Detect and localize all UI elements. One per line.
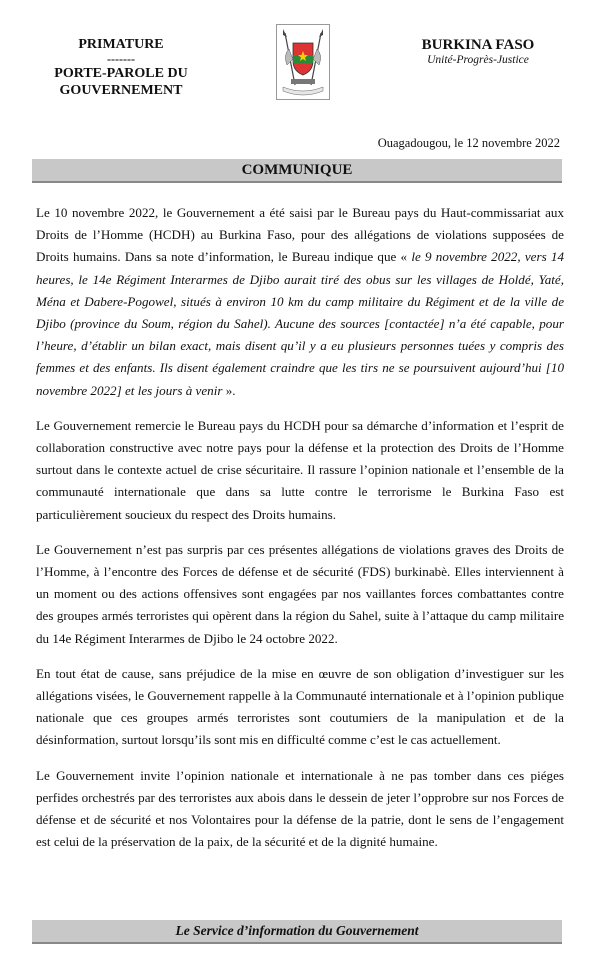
paragraph-1-intro: Le 10 novembre 2022, le Gouvernement a été saisi par le Bureau pays du Haut-commissariat aux Droits de l’Homme (HCDH) au Burkina Faso, pour des allégations de violations supposées de Droits humains. Dans sa note d’information, le Bureau indique que « — [36, 205, 564, 265]
paragraph-2: Le Gouvernement remercie le Bureau pays du HCDH pour sa démarche d’information et l’esprit de collaboration constructive avec notre pays pour la défense et la protection des Droits de l’Homme surtout dans le contexte actuel de crise sécuritaire. Il rassure l’opinion nationale et l’ensemble de la communauté internationale que dans sa lutte contre le terrorisme le Burkina Faso est particulièrement soucieux du respect des Droits humains. — [36, 417, 564, 522]
place-date: Ouagadougou, le 12 novembre 2022 — [377, 136, 560, 150]
country-name: BURKINA FASO — [421, 37, 535, 53]
document-title: COMMUNIQUE — [32, 159, 562, 183]
paragraph-3: Le Gouvernement n’est pas surpris par ces présentes allégations de violations graves des Droits de l’Homme, à l’encontre des Forces de défense et de sécurité (FDS) burkinabè. Elles interviennent à un moment ou des actions offensives sont engagées par nos vaillantes forces combattantes contre des groupes armés terroristes qui opèrent dans la région du Sahel, suite à l’attaque du camp militaire du 14e Régiment Interarmes de Djibo le 24 octobre 2022. — [36, 541, 564, 646]
country-block — [398, 36, 558, 66]
issuer-office: PORTE-PAROLE DU — [54, 66, 188, 81]
paragraph-1-quote: le 9 novembre 2022, vers 14 heures, le 14e Régiment Interarmes de Djibo aurait tiré des obus sur les villages de Holdé, Yaté, Ména et Dabere-Pogowel, situés à environ 10 km du camp militaire du Régiment et de la ville de Djibo (province du Soum, région du Sahel). Aucune des sources [contactée] n’a été capable, pour l’heure, d’établir un bilan exact, mais disent qu’il y a eu plusieurs personnes tuées y compris des femmes et des enfants. Ils disent également craindre que les tirs ne se poursuivent aujourd’hui [10 novembre 2022] et les jours à venir — [36, 249, 565, 398]
coat-of-arms-icon — [276, 24, 330, 100]
signature-footer: Le Service d’information du Gouvernement — [32, 920, 562, 944]
country-motto: Unité-Progrès-Justice — [427, 54, 529, 66]
communique-body — [36, 202, 564, 866]
issuer-government: GOUVERNEMENT — [59, 83, 183, 98]
issuer-primature: PRIMATURE — [78, 37, 164, 52]
paragraph-1 — [36, 202, 564, 402]
paragraph-4: En tout état de cause, sans préjudice de la mise en œuvre de son obligation d’investiguer sur les allégations visées, le Gouvernement rappelle à la Communauté internationale et à l’opinion publique nationale que ces groupes armés terroristes sont coutumiers de la manipulation et de la désinformation, surtout lorsqu’ils sont mis en difficulté comme c’est le cas actuellement. — [36, 665, 564, 748]
issuer-separator: ------- — [107, 52, 135, 66]
paragraph-5: Le Gouvernement invite l’opinion nationale et internationale à ne pas tomber dans ces piéges perfides orchestrés par des terroristes aux abois dans le dessein de jeter l’opprobre sur nos Forces de défense et de sécurité et nos Volontaires pour la défense de la patrie, dont le sens de l’engagement est celui de la préservation de la paix, de la sécurité et de la dignité humaine. — [36, 767, 564, 850]
paragraph-1-end: ». — [222, 382, 236, 398]
issuer-block — [36, 36, 206, 99]
